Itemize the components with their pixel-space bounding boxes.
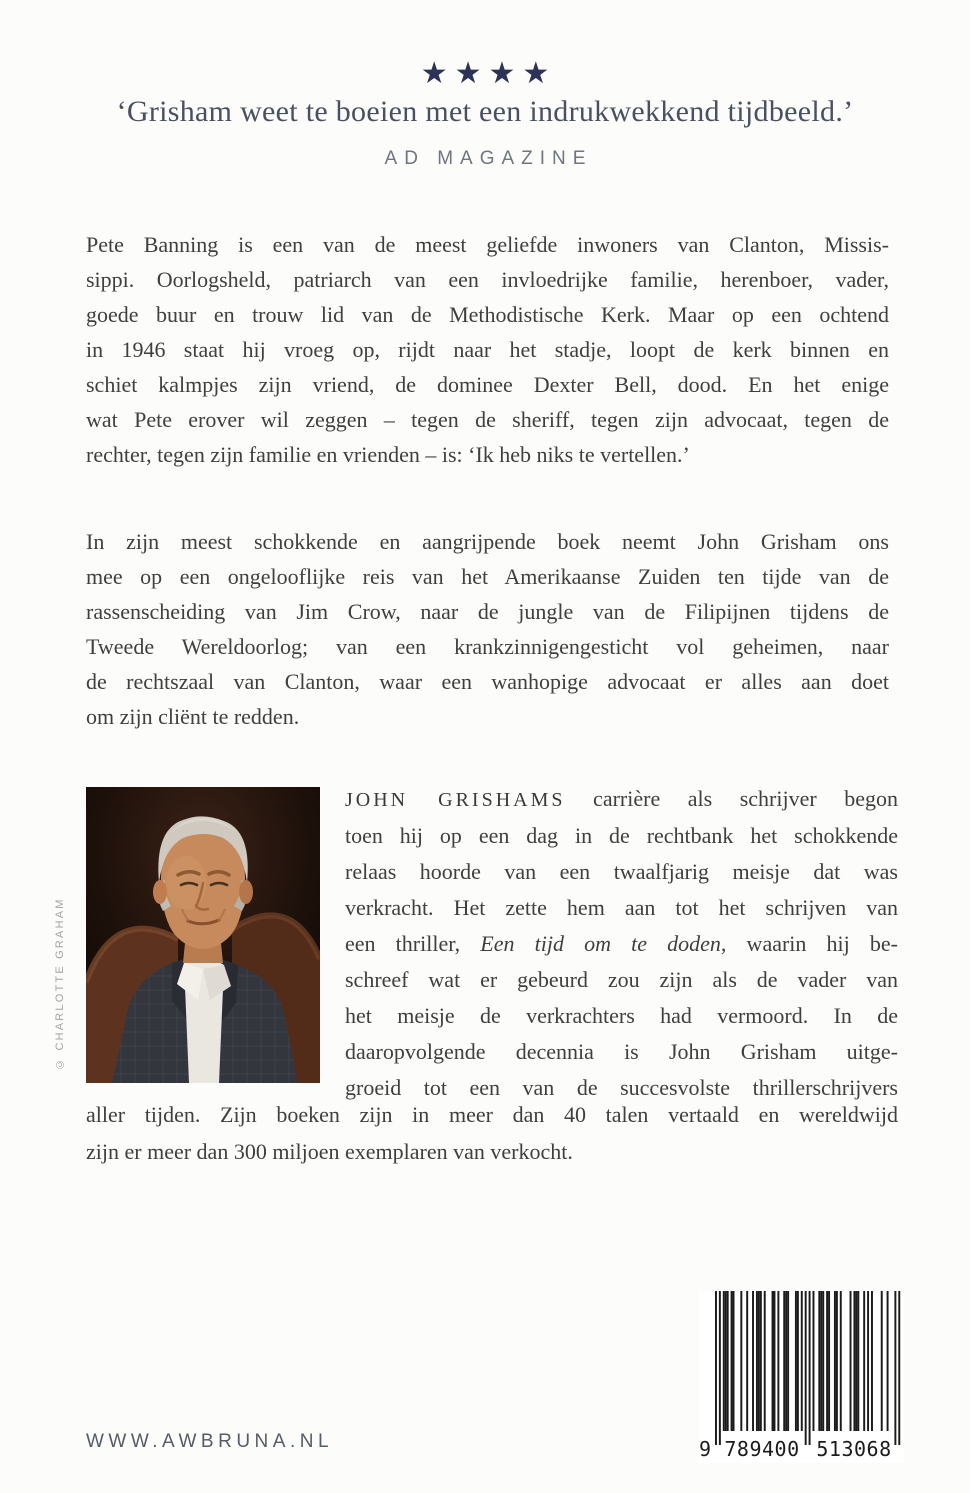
barcode-digits-group1: 789400 [724, 1437, 800, 1461]
text-line: rassenscheiding van Jim Crow, naar de jungle van de Filipijnen tijdens de [86, 599, 889, 624]
synopsis-paragraph-2 [86, 524, 889, 734]
synopsis-paragraph-1 [86, 227, 889, 472]
text-line: om zijn cliënt te redden. [86, 704, 300, 729]
text-line: de rechtszaal van Clanton, waar een wanhopige advocaat er alles aan doet [86, 669, 889, 694]
text-line: het meisje de verkrachters had vermoord. In de [345, 1003, 898, 1028]
text-line: groeid tot een van de succesvolste thrillerschrijvers [345, 1075, 898, 1100]
barcode-digits-group2: 513068 [816, 1437, 892, 1461]
star-rating-icons: ★★★★ [420, 57, 557, 90]
text-line: goede buur en trouw lid van de Methodistische Kerk. Maar op een ochtend [86, 302, 889, 327]
author-bio-column [345, 781, 898, 1106]
publisher-website-link: WWW.AWBRUNA.NL [86, 1431, 334, 1452]
review-source: AD MAGAZINE [384, 148, 593, 169]
text-line: zijn er meer dan 300 miljoen exemplaren van verkocht. [86, 1139, 573, 1164]
text-line: een thriller, Een tijd om te doden, waarin hij be- [345, 931, 898, 956]
text-line: schreef wat er gebeurd zou zijn als de vader van [345, 967, 898, 992]
text-line: in 1946 staat hij vroeg op, rijdt naar het stadje, loopt de kerk binnen en [86, 337, 889, 362]
text-line: toen hij op een dag in de rechtbank het schokkende [345, 823, 898, 848]
text-line: sippi. Oorlogsheld, patriarch van een invloedrijke familie, herenboer, vader, [86, 267, 889, 292]
text-line: aller tijden. Zijn boeken zijn in meer dan 40 talen vertaald en wereldwijd [86, 1102, 898, 1127]
text-line: wat Pete erover wil zeggen – tegen de sheriff, tegen zijn advocaat, tegen de [86, 407, 889, 432]
text-line: Pete Banning is een van de meest geliefde inwoners van Clanton, Missis- [86, 232, 889, 257]
text-line: JOHN GRISHAMS carrière als schrijver begon [345, 786, 898, 811]
text-line: rechter, tegen zijn familie en vrienden – is: ‘Ik heb niks te vertellen.’ [86, 442, 690, 467]
author-bio-full-width [86, 1096, 898, 1170]
photo-credit: © CHARLOTTE GRAHAM [54, 897, 66, 1071]
text-line: In zijn meest schokkende en aangrijpende boek neemt John Grisham ons [86, 529, 889, 554]
text-line: Tweede Wereldoorlog; van een krankzinnigengesticht vol geheimen, naar [86, 634, 889, 659]
author-photo [86, 787, 320, 1083]
author-portrait-illustration [86, 787, 320, 1083]
isbn-barcode [699, 1291, 904, 1463]
barcode-digit-first: 9 [699, 1437, 712, 1461]
barcode-bars [699, 1291, 904, 1447]
text-line: daaropvolgende decennia is John Grisham uitge- [345, 1039, 898, 1064]
review-quote: ‘Grisham weet te boeien met een indrukwekkend tijdbeeld.’ [116, 95, 854, 128]
text-line: verkracht. Het zette hem aan tot het schrijven van [345, 895, 898, 920]
text-line: relaas hoorde van een twaalfjarig meisje dat was [345, 859, 898, 884]
text-line: mee op een ongelooflijke reis van het Amerikaanse Zuiden ten tijde van de [86, 564, 889, 589]
text-line: schiet kalmpjes zijn vriend, de dominee Dexter Bell, dood. En het enige [86, 372, 889, 397]
